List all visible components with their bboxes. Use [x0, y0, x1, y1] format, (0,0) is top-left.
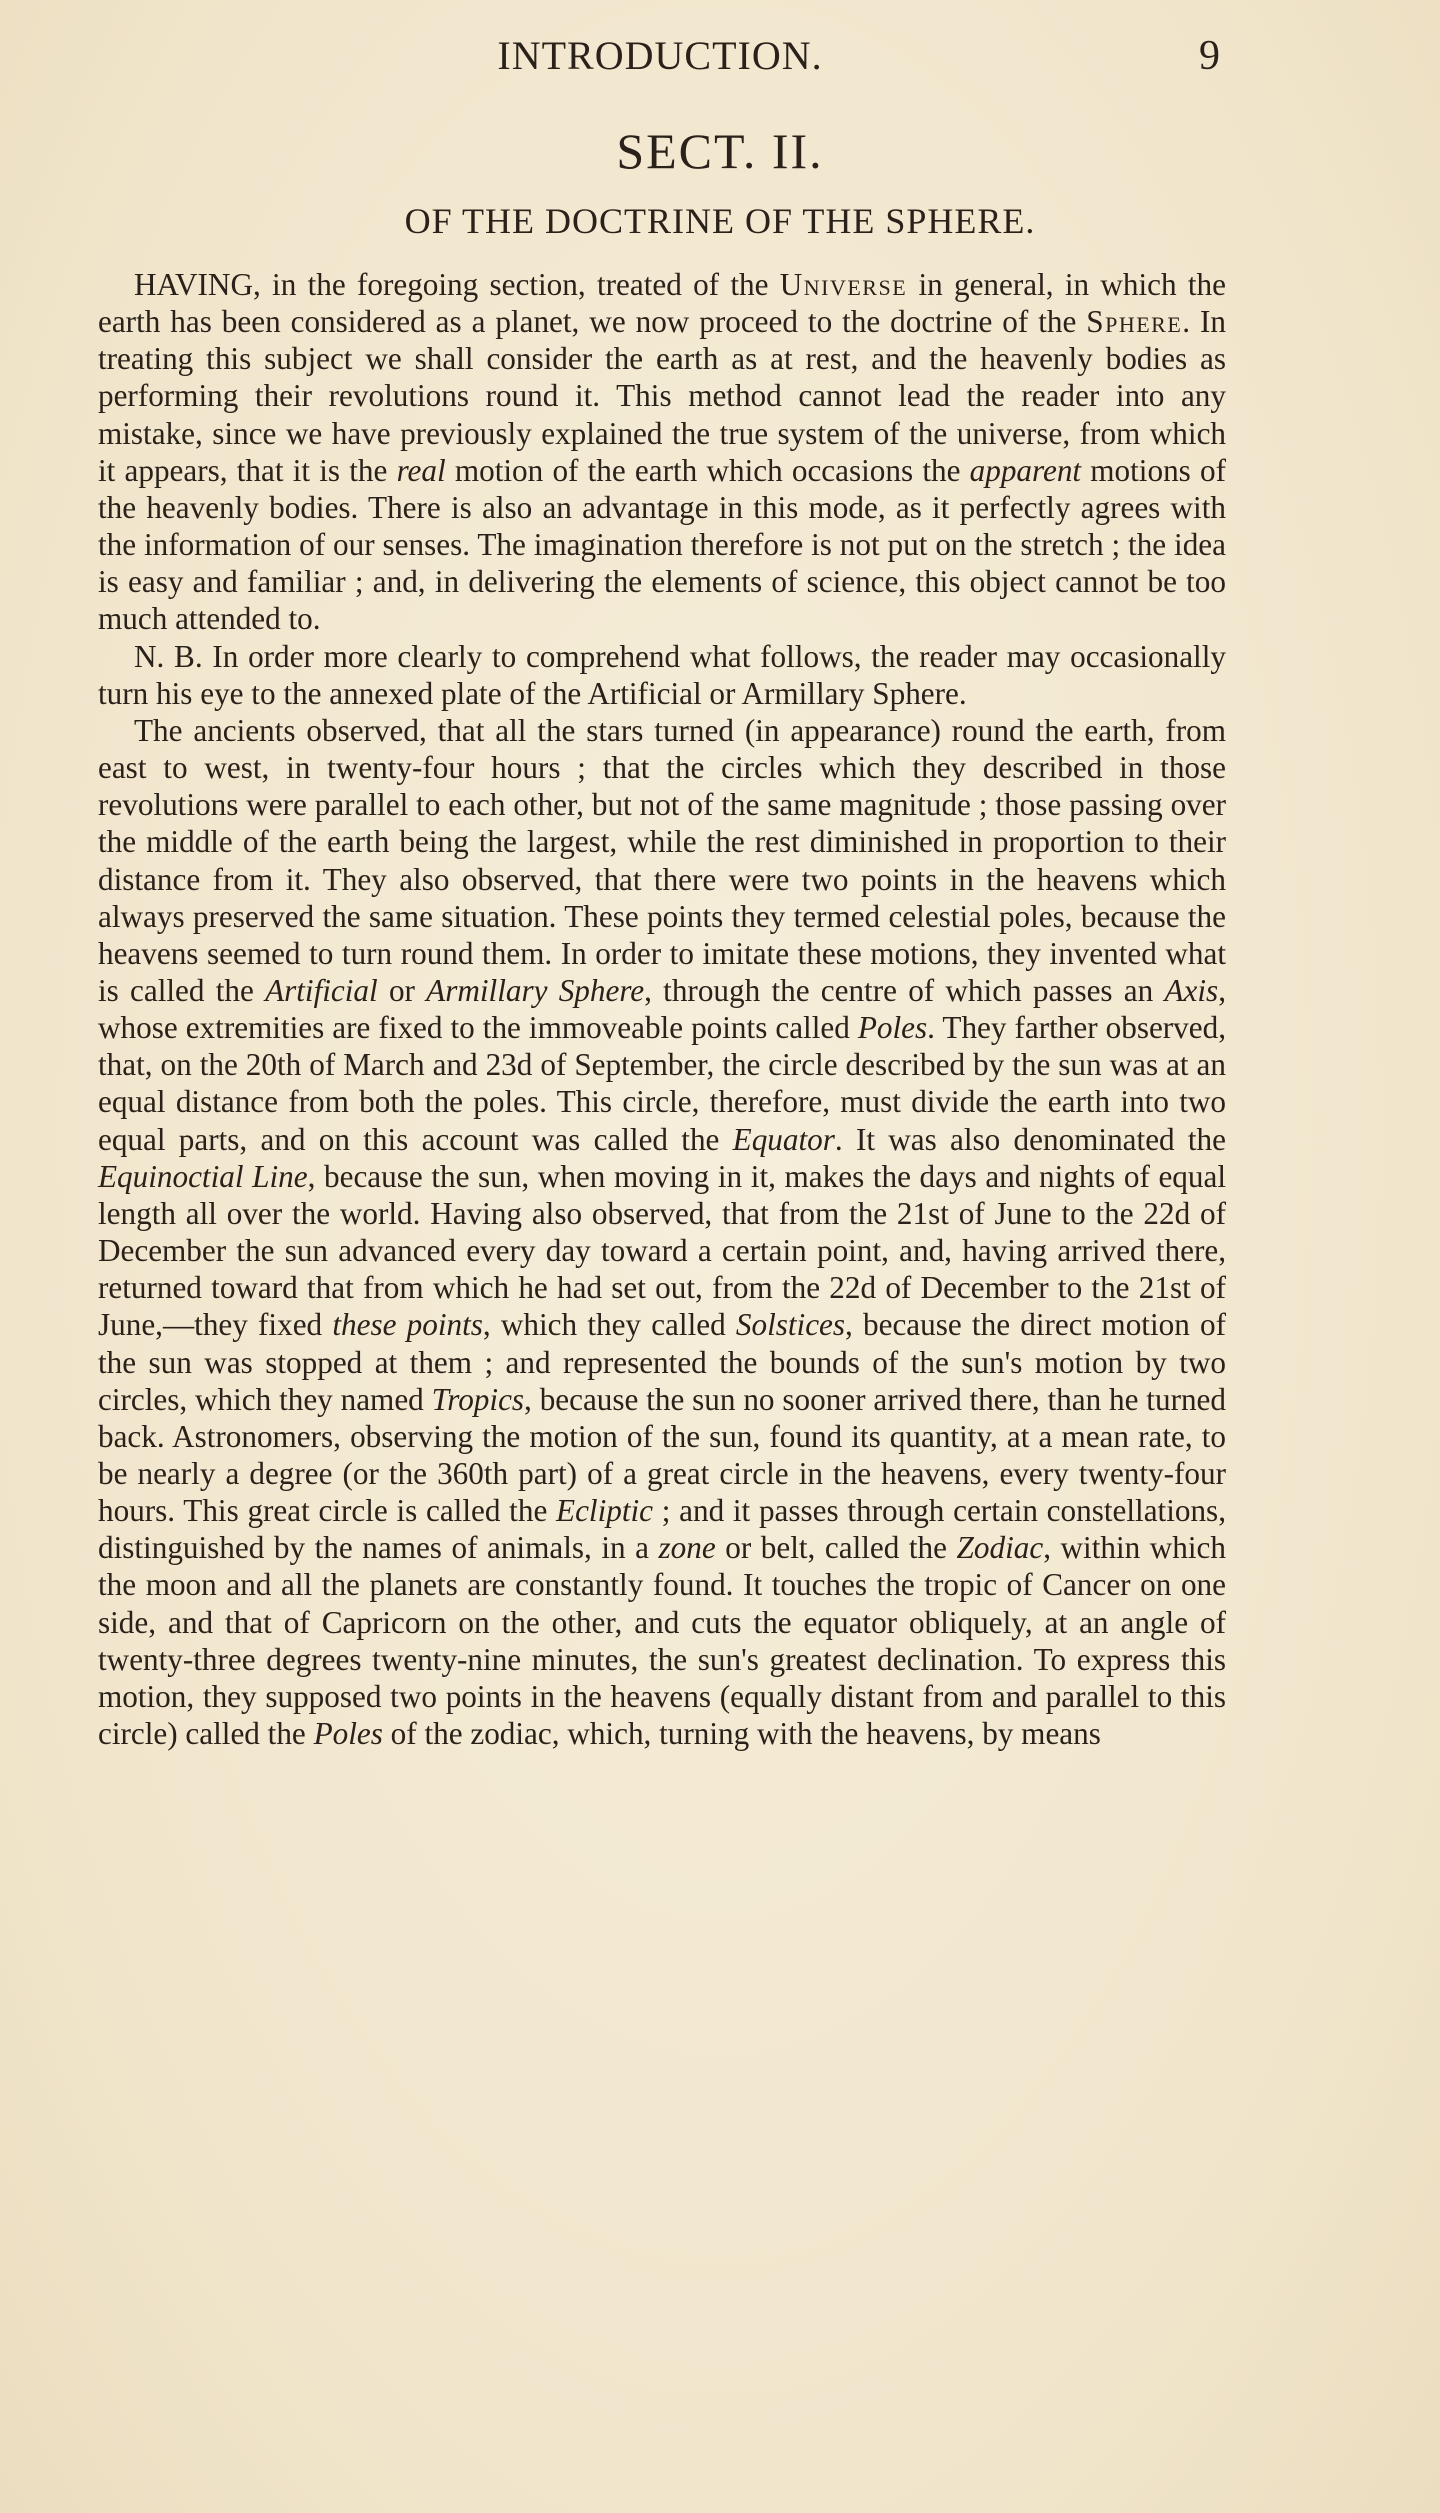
text-run-italic: Solstices [735, 1307, 846, 1343]
text-run: The ancients observed, that all the stars turned (in appearance) round the earth, from east to west, in twenty-four hours ; that the circles which they described in those revolutions were parallel to each other, but not of the same magnitude ; those passing over the middle of the earth being the largest, while the rest diminished in proportion to their distance from it. They also observed, that there were two points in the heavens which always preserved the same situation. These points they termed celestial poles, because the heavens seemed to turn round them. In order to imitate these motions, they invented what is called the [98, 712, 1226, 1008]
text-run: in general, in which the earth has been considered as a planet, we now proceed to the doctrine of the [98, 267, 1226, 340]
text-run-italic: Poles [313, 1716, 383, 1752]
text-run-italic: Zodiac [956, 1530, 1044, 1566]
text-run: N. B. In order more clearly to comprehend what follows, the reader may occasionally turn his eye to the annexed plate of the Artificial or Armillary Sphere. [98, 638, 1226, 711]
text-run-italic: Equator [732, 1121, 835, 1157]
running-head [100, 32, 1220, 82]
section-number: SECT. II. [616, 123, 824, 179]
section-title: OF THE DOCTRINE OF THE SPHERE. [404, 201, 1036, 241]
text-run: or belt, called the [715, 1530, 957, 1566]
paragraph-ancients [98, 712, 1226, 1752]
paragraph-having [98, 266, 1226, 638]
text-run-italic: Tropics [431, 1381, 525, 1417]
text-run-italic: real [396, 452, 446, 488]
text-run-italic: Ecliptic [556, 1493, 654, 1529]
text-run-italic: Equinoctial Line [98, 1158, 308, 1194]
text-run: . In treating this subject we shall consider the earth as at rest, and the heavenly bodies as performing their revolutions round it. This method cannot lead the reader into any mistake, since we have previously explained the true system of the universe, from which it appears, that it is the [98, 304, 1227, 488]
text-run: motion of the earth which occasions the [445, 452, 970, 488]
text-run: , because the sun no sooner arrived there, than he turned back. Astronomers, observing the motion of the sun, found its quantity, at a mean rate, to be nearly a degree (or the 360th part) of a great circle in the heavens, every twenty-four hours. This great circle is called the [98, 1381, 1226, 1529]
text-run: or [377, 972, 427, 1008]
text-run: , through the centre of which passes an [644, 972, 1165, 1008]
text-run: of the zodiac, which, turning with the heavens, by means [382, 1716, 1101, 1752]
paragraph-note [98, 638, 1226, 712]
text-run-italic: Armillary Sphere [426, 972, 645, 1008]
text-run-italic: Poles [857, 1010, 928, 1046]
text-run: , which they called [482, 1307, 736, 1343]
page-number: 9 [1199, 33, 1220, 79]
text-run-italic: zone [658, 1530, 716, 1566]
text-run: . They farther observed, that, on the 20th of March and 23d of September, the circle described by the sun was at an equal distance from both the poles. This circle, therefore, must divide the earth into two equal parts, and on this account was called the [98, 1010, 1227, 1157]
text-run: , within which the moon and all the planets are constantly found. It touches the tropic of Cancer on one side, and that of Capricorn on the other, and cuts the equator obliquely, at an angle of twenty-three degrees twenty-nine minutes, the sun's greatest declination. To express this motion, they supposed two points in the heavens (equally distant from and parallel to this circle) called the [98, 1530, 1226, 1752]
text-run: , because the direct motion of the sun was stopped at them ; and represented the bounds of the sun's motion by two circles, which they named [98, 1307, 1226, 1417]
text-run: , because the sun, when moving in it, makes the days and nights of equal length all over the world. Having also observed, that from the 21st of June to the 22d of December the sun advanced every day toward a certain point, and, having arrived there, returned toward that from which he had set out, from the 22d of December to the 21st of June,—they fixed [98, 1158, 1227, 1343]
text-run-italic: Artificial [265, 972, 378, 1008]
text-run: ; and it passes through certain constellations, distinguished by the names of animals, in a [98, 1493, 1226, 1566]
text-run: , whose extremities are fixed to the immoveable points called [98, 972, 1226, 1046]
text-run-italic: apparent [969, 452, 1082, 488]
text-run-italic: these points [332, 1307, 483, 1343]
text-run: . It was also denominated the [834, 1121, 1226, 1157]
text-run: motions of the heavenly bodies. There is also an advantage in this mode, as it perfectly agrees with the information of our senses. The imagination therefore is not put on the stretch ; the idea is easy and familiar ; and, in delivering the elements of science, this object cannot be too much attended to. [98, 452, 1226, 637]
text-run: HAVING, in the foregoing section, treated of the [134, 267, 780, 302]
running-head-title: INTRODUCTION. [497, 33, 823, 78]
text-run-small-caps: Universe [779, 267, 908, 302]
text-run-small-caps: Sphere [1086, 304, 1183, 340]
text-run-italic: Axis [1164, 972, 1219, 1008]
body-text [98, 266, 1226, 1752]
